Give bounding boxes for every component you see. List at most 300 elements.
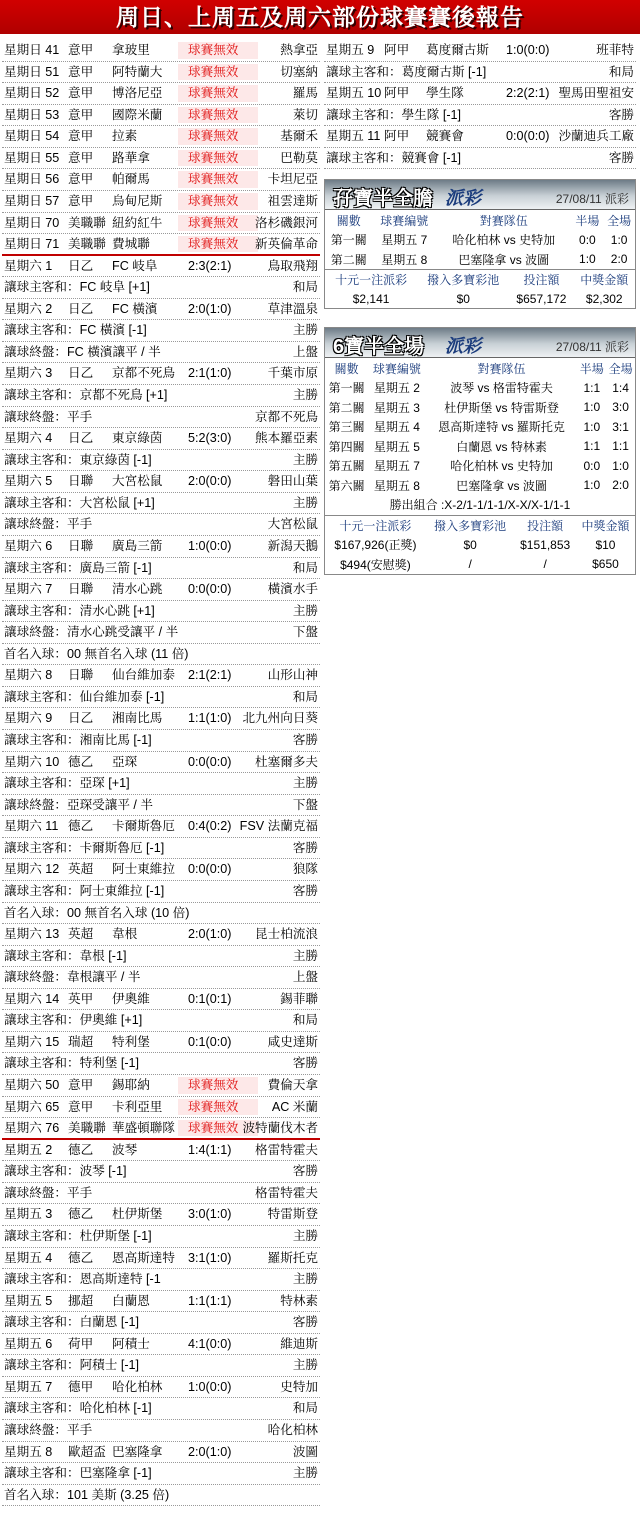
league: 日聯 [68,538,94,553]
away-team: 狼隊 [292,862,318,877]
cell: 第一關 [328,381,365,396]
league: 意甲 [68,172,94,187]
away-team: 巴勒莫 [280,150,318,165]
home-team: 大宮松鼠 [112,474,163,489]
bet-row [2,903,320,925]
score: 0:4(0:2) [188,819,232,834]
home-team: 阿士東維拉 [112,862,175,877]
score: 1:1(1:1) [188,1293,232,1308]
cell: 1:0 [583,478,601,493]
bet-row [2,730,320,752]
league: 荷甲 [68,1336,94,1351]
away-team: 洛杉磯銀河 [255,215,318,230]
score: 球賽無效 [188,237,239,252]
bet-row [2,1463,320,1485]
bet-row [2,493,320,515]
match-row [2,1291,320,1313]
match-no: 星期六 2 [4,301,53,316]
match-no: 星期日 51 [4,64,60,79]
bet-result: 主勝 [292,495,318,510]
bet-text: 讓球主客和：京都不死鳥 [+1] [4,388,168,402]
away-team: 千葉市原 [267,366,318,381]
match-row [324,40,636,62]
home-team: 白蘭恩 [112,1293,150,1308]
cell: 1:0 [579,252,596,267]
league: 歐超盃 [68,1444,106,1459]
match-no: 星期六 76 [4,1121,60,1136]
home-team: 卡利亞里 [112,1099,163,1114]
bet-text: 首名入球：101 美斯 (3.25 倍) [4,1487,170,1502]
six-half-full-panel-payout [325,515,635,574]
match-row [2,1075,320,1097]
score: 球賽無效 [188,1078,239,1092]
league: 意甲 [68,43,94,57]
home-team: 競賽會 [426,129,464,144]
bet-text: 讓球終盤：FC 橫濱讓平 / 半 [4,344,161,359]
bet-row [2,622,320,644]
cell: 2:0 [610,252,628,267]
column-header: 中獎金額 [574,269,636,289]
six-half-full-panel-title: 6寶半全場 [333,336,425,359]
home-team: FC 岐阜 [112,258,158,273]
bet-text: 讓球主客和：巴塞隆拿 [-1] [4,1466,152,1481]
bet-result: 客勝 [292,840,318,855]
league: 日乙 [68,366,94,381]
league: 挪超 [68,1293,94,1308]
bet-text: 讓球主客和：卡爾斯魯厄 [-1] [4,840,165,855]
home-team: 阿特蘭大 [112,64,163,79]
leg-row [325,397,635,417]
league: 日聯 [68,474,94,489]
cell: 1:1 [583,380,601,395]
cell: $0 [456,291,470,306]
score: 球賽無效 [188,86,239,101]
match-no: 星期五 9 [326,43,375,57]
bet-text: 讓球主客和：哈化柏林 [-1] [4,1401,152,1416]
score: 球賽無效 [188,129,239,144]
away-team: 咸史達斯 [267,1034,318,1049]
match-row [2,471,320,493]
score: 球賽無效 [188,64,239,79]
match-row [2,752,320,774]
away-team: 磐田山葉 [267,474,318,489]
bet-result: 格雷特霍夫 [255,1185,318,1200]
bet-text: 讓球主客和：白蘭恩 [-1] [4,1315,140,1330]
home-team: 湘南比馬 [112,711,163,726]
leg-row [325,475,635,495]
away-team: 橫濱水手 [267,582,318,597]
match-no: 星期六 3 [4,366,53,381]
match-row [2,1377,320,1399]
score: 0:1(0:1) [188,991,232,1006]
bet-row [2,1485,320,1507]
cell: 星期五 8 [381,252,428,267]
bet-result: 客勝 [292,733,318,747]
league: 德乙 [68,819,94,834]
cell: 3:1 [612,419,629,434]
bet-result: 主勝 [292,388,318,402]
away-team: 維迪斯 [280,1336,318,1351]
league: 阿甲 [384,86,410,101]
bet-text: 讓球主客和：大宮松鼠 [+1] [4,495,155,510]
leg-row [325,417,635,437]
half-full-panel-payout [325,269,635,309]
payout-header [325,515,635,535]
bet-row [2,795,320,817]
bet-result: 主勝 [292,452,318,467]
bet-row [2,687,320,709]
bet-result: 和局 [292,560,318,575]
bet-result: 大宮松鼠 [267,517,318,532]
bet-row [2,1053,320,1075]
bet-text: 讓球主客和：葛度爾古斯 [-1] [326,64,487,79]
bet-result: 客勝 [608,107,634,122]
away-team: 史特加 [280,1379,318,1394]
leg-row [325,249,635,269]
payout-row [325,554,635,574]
match-row [2,536,320,558]
cell: 1:0 [583,419,601,434]
away-team: 羅馬 [292,86,318,101]
payout-row [325,289,635,309]
cell: 白蘭恩 vs 特林素 [456,439,547,454]
bet-row [2,1398,320,1420]
cell: $151,853 [520,537,571,552]
away-team: 鳥取飛翔 [267,258,318,273]
cell: 0:0 [583,458,601,473]
match-row [324,83,636,105]
match-row [2,191,320,213]
column-header: 對賽隊伍 [477,361,526,376]
cell: $657,172 [516,291,567,306]
away-team: 錫菲聯 [280,991,318,1006]
league: 意甲 [68,129,94,144]
score: 1:4(1:1) [188,1142,232,1157]
home-team: 特利堡 [112,1034,150,1049]
bet-result: 主勝 [292,948,318,963]
away-team: 昆士柏流浪 [255,927,318,942]
home-team: 清水心跳 [112,582,163,597]
home-team: 亞琛 [112,754,138,769]
home-team: 卡爾斯魯厄 [112,819,175,834]
away-team: 卡坦尼亞 [267,172,318,187]
cell: 星期五 7 [373,459,420,474]
score: 2:0(1:0) [188,1444,232,1459]
bet-result: 下盤 [292,625,318,640]
away-team: 格雷特霍夫 [255,1142,318,1157]
half-full-panel [324,179,636,309]
cell: 巴塞隆拿 vs 波圖 [456,478,547,493]
column-header: 球賽編號 [372,361,421,376]
score: 球賽無效 [188,107,239,122]
bet-result: 主勝 [292,1466,318,1481]
score: 2:1(2:1) [188,668,232,683]
cell: $167,926(正獎) [334,538,417,553]
bet-result: 客勝 [608,150,634,165]
header-row [325,210,635,230]
match-no: 星期六 10 [4,754,60,769]
score: 球賽無效 [188,150,239,165]
match-no: 星期六 14 [4,991,60,1006]
match-row [2,1097,320,1119]
bet-row [2,1355,320,1377]
column-header: 半場 [579,361,604,376]
leg-row [325,230,635,250]
bet-result: 主勝 [292,776,318,791]
away-team: 熊本羅亞素 [255,431,318,446]
bet-row [2,1183,320,1205]
bet-row [2,1161,320,1183]
home-team: 帕爾馬 [112,172,150,187]
score: 球賽無效 [188,215,239,230]
match-row [2,989,320,1011]
cell: 恩高斯達特 vs 羅斯托克 [438,420,565,435]
bet-row [2,1312,320,1334]
league: 阿甲 [384,43,410,57]
cell: 1:4 [612,380,629,395]
bet-row [2,644,320,666]
left-results-column [2,40,320,1506]
match-no: 星期五 8 [4,1444,53,1459]
match-no: 星期日 54 [4,129,60,144]
match-row [2,708,320,730]
league: 英甲 [68,991,94,1006]
half-full-panel-header [325,180,635,210]
home-team: 紐約紅牛 [112,215,163,230]
match-no: 星期五 3 [4,1207,53,1222]
six-half-full-panel [324,327,636,575]
cell: 巴塞隆拿 vs 波圖 [458,252,550,267]
league: 英超 [68,862,94,877]
bet-text: 首名入球：00 無首名入球 (11 倍) [4,646,189,661]
away-team: 熱拿亞 [280,43,318,57]
bet-row [324,148,636,170]
bet-result: 客勝 [292,1164,318,1179]
bet-text: 讓球主客和：阿士東維拉 [-1] [4,883,165,898]
six-half-full-panel-logo: 派彩 [445,336,481,357]
cell: $2,141 [352,291,390,306]
away-team: 北九州向日葵 [242,711,318,726]
away-team: FSV 法蘭克福 [239,819,318,834]
bet-result: 下盤 [292,797,318,812]
home-team: 拿玻里 [112,43,150,57]
right-results-column [324,40,636,593]
half-full-panel-logo: 派彩 [445,188,481,209]
league: 美職聯 [68,1121,106,1136]
bet-text: 讓球主客和：韋根 [-1] [4,948,127,963]
away-team: 沙蘭迪兵工廠 [558,129,634,144]
match-row [2,1334,320,1356]
away-team: 祖雲達斯 [267,193,318,208]
match-no: 星期日 53 [4,107,60,122]
home-team: 恩高斯達特 [112,1250,175,1265]
home-team: 費城聯 [112,237,150,252]
column-header: 撥入多寶彩池 [417,269,509,289]
match-row [2,1248,320,1270]
score: 2:2(2:1) [506,86,550,101]
score: 球賽無效 [188,43,239,57]
match-row [2,1204,320,1226]
league: 阿甲 [384,129,410,144]
cell: 杜伊斯堡 vs 特雷斯登 [444,400,559,415]
cell: / [543,557,547,572]
match-no: 星期六 5 [4,474,53,489]
score: 2:3(2:1) [188,258,232,273]
six-half-full-panel-header [325,328,635,358]
column-header: 球賽編號 [380,213,429,228]
match-no: 星期日 41 [4,43,60,57]
away-team: 特林素 [280,1293,318,1308]
away-team: 聖馬田聖祖安 [558,86,634,101]
bet-result: 京都不死鳥 [255,409,318,424]
away-team: 杜塞爾多夫 [255,754,318,769]
score: 4:1(0:0) [188,1336,232,1351]
column-header: 投注額 [509,269,573,289]
match-row [2,428,320,450]
home-team: 廣島三箭 [112,538,163,553]
match-no: 星期五 6 [4,1336,53,1351]
bet-text: 讓球主客和：湘南比馬 [-1] [4,733,152,747]
bet-text: 讓球終盤：清水心跳受讓平 / 半 [4,625,179,640]
score: 2:0(1:0) [188,927,232,942]
match-row [2,1118,320,1140]
home-team: 路華拿 [112,150,150,165]
match-no: 星期六 6 [4,538,53,553]
bet-text: 讓球主客和：杜伊斯堡 [-1] [4,1228,152,1243]
column-header: 全場 [608,361,633,376]
away-team: 萊切 [292,107,318,122]
match-row [2,579,320,601]
payout-row [325,535,635,555]
match-row [2,299,320,321]
home-team: 錫耶納 [112,1078,150,1092]
cell: 1:0 [610,232,628,247]
score: 球賽無效 [188,1099,239,1114]
bet-row [2,385,320,407]
bet-result: 和局 [608,64,634,79]
match-row [2,665,320,687]
score: 球賽無效 [188,172,239,187]
bet-text: 讓球主客和：特利堡 [-1] [4,1056,140,1071]
column-header: 撥入多寶彩池 [426,515,515,535]
cell: 1:1 [583,439,601,454]
home-team: 學生隊 [426,86,464,101]
bet-result: 和局 [292,1013,318,1028]
league: 日乙 [68,431,94,446]
match-no: 星期日 56 [4,172,60,187]
bet-row [2,773,320,795]
away-team: 山形山神 [267,668,318,683]
bet-result: 上盤 [292,344,318,359]
score: 3:0(1:0) [188,1207,232,1222]
column-header: 對賽隊伍 [479,213,528,228]
match-no: 星期六 15 [4,1034,60,1049]
away-team: 波圖 [292,1444,318,1459]
bet-result: 哈化柏林 [267,1423,318,1437]
match-row [2,1032,320,1054]
bet-row [2,514,320,536]
bet-result: 客勝 [292,1056,318,1071]
cell: 第二關 [328,400,365,415]
bet-text: 讓球主客和：競賽會 [-1] [326,150,462,165]
league: 德乙 [68,1250,94,1265]
score: 1:0(0:0) [188,1379,232,1394]
score: 0:0(0:0) [506,129,550,144]
league: 日乙 [68,301,94,316]
bet-text: 讓球主客和：伊奧維 [+1] [4,1013,143,1028]
match-no: 星期六 11 [4,819,59,834]
bet-text: 首名入球：00 無首名入球 (10 倍) [4,905,190,920]
league: 意甲 [68,150,94,165]
score: 5:2(3:0) [188,431,232,446]
cell: 0:0 [579,232,596,247]
league: 美職聯 [68,237,106,252]
away-team: 切塞納 [280,64,318,79]
cell: 1:0 [583,400,601,415]
column-header: 全場 [607,213,632,228]
league: 意甲 [68,107,94,122]
match-row [2,363,320,385]
cell: 第二關 [330,252,367,267]
bet-result: 客勝 [292,1315,318,1330]
bet-result: 上盤 [292,970,318,985]
home-team: 烏甸尼斯 [112,193,163,208]
bet-result: 和局 [292,280,318,295]
away-team: 新英倫革命 [255,237,318,252]
home-team: 伊奧維 [112,991,150,1006]
cell: 1:1 [612,439,629,454]
home-team: 巴塞隆拿 [112,1444,163,1459]
bet-result: 主勝 [292,1358,318,1373]
cell: 星期五 7 [381,233,428,248]
away-team: AC 米蘭 [271,1099,318,1114]
match-no: 星期六 13 [4,927,60,942]
match-no: 星期日 57 [4,193,60,208]
bet-result: 主勝 [292,1228,318,1243]
cell: 波琴 vs 格雷特霍夫 [450,381,553,396]
payout-header [325,269,635,289]
score: 2:0(0:0) [188,474,232,489]
score: 1:0(0:0) [188,538,232,553]
spacer [324,169,636,179]
match-no: 星期日 52 [4,86,60,101]
bet-result: 和局 [292,689,318,704]
column-header: 關數 [336,213,361,228]
match-no: 星期日 70 [4,215,60,230]
cell: 星期五 4 [373,420,420,435]
match-no: 星期六 12 [4,862,60,877]
bet-text: 讓球主客和：阿積士 [-1] [4,1358,140,1373]
bet-text: 讓球終盤：平手 [4,1185,93,1200]
header-row [325,358,635,378]
home-team: 華盛頓聯隊 [112,1121,175,1136]
match-row [2,1140,320,1162]
cell: 3:0 [612,400,629,415]
home-team: 葛度爾古斯 [426,43,489,57]
match-row [2,40,320,62]
column-header: 十元一注派彩 [325,269,417,289]
match-no: 星期六 7 [4,582,53,597]
bet-text: 讓球主客和：亞琛 [+1] [4,776,130,791]
leg-row [325,378,635,398]
league: 意甲 [68,1099,94,1114]
cell: $0 [463,537,477,552]
match-no: 星期六 9 [4,711,53,726]
league: 德甲 [68,1379,94,1394]
bet-row [2,881,320,903]
league: 德乙 [68,754,94,769]
bet-result: 主勝 [292,603,318,618]
